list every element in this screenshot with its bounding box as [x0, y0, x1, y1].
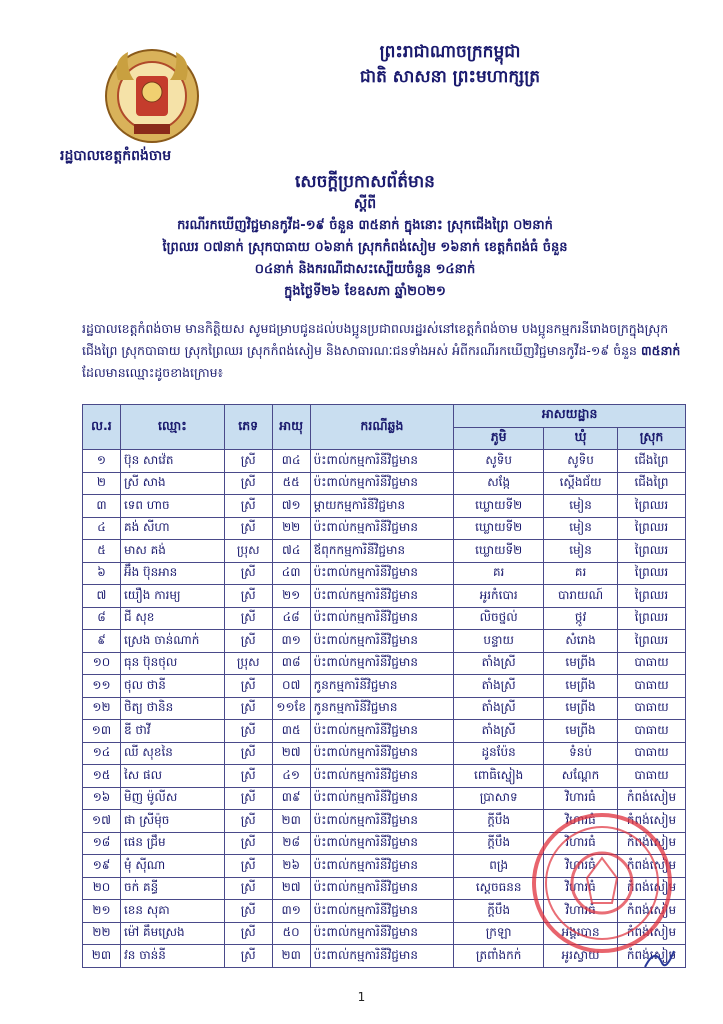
cell-case: ប៉ះពាល់កម្មការិនីវិជ្ជមាន — [310, 810, 454, 833]
cell-case: ប៉ះពាល់កម្មការិនីវិជ្ជមាន — [310, 832, 454, 855]
kingdom-name: ព្រះរាជាណាចក្រកម្ពុជា — [379, 42, 521, 62]
col-header-name: ឈ្មោះ — [120, 405, 224, 450]
cell-sex: ស្រី — [224, 517, 272, 540]
table-row — [83, 697, 686, 720]
cell-case: ប៉ះពាល់កម្មការិនីវិជ្ជមាន — [310, 855, 454, 878]
cell-case: ប៉ះពាល់កម្មការិនីវិជ្ជមាន — [310, 585, 454, 608]
cell-no: ៥ — [83, 540, 121, 563]
cell-sex: ស្រី — [224, 787, 272, 810]
cell-no: ១៨ — [83, 832, 121, 855]
intro-text-1: រដ្ឋបាលខេត្តកំពង់ចាម មានកិត្តិយស សូមជម្រាបជូនដល់បងប្អូនប្រជាពលរដ្ឋរស់នៅខេត្តកំពង់ចាម បងប្អូនកម្មករនីរោងចក្រក្នុងស្រុកជើងព្រៃ ស្រុកបាធាយ ស្រុកព្រៃឈរ ស្រុកកំពង់សៀម និងសាធារណៈជនទាំងអស់ អំពីករណីរកឃើញវិជ្ជមានកូវីដ-១៩ ចំនួន — [82, 321, 669, 358]
cell-no: ៣ — [83, 495, 121, 518]
cell-commune: អង្គរបាន — [544, 922, 618, 945]
cell-village: តាំងស្រី — [454, 652, 544, 675]
cell-commune: មេព្រីង — [544, 652, 618, 675]
cell-age: ២២ — [272, 517, 310, 540]
cell-sex: ស្រី — [224, 495, 272, 518]
cell-commune: វិហារធំ — [544, 900, 618, 923]
cell-district: បាធាយ — [618, 742, 686, 765]
cell-no: ៧ — [83, 585, 121, 608]
cell-sex: ស្រី — [224, 945, 272, 968]
cell-district: បាធាយ — [618, 697, 686, 720]
cell-name: មុំ ស៊ីណា — [120, 855, 224, 878]
cell-case: ប៉ះពាល់កម្មការិនីវិជ្ជមាន — [310, 607, 454, 630]
table-row — [83, 630, 686, 653]
cell-commune: មេព្រីង — [544, 697, 618, 720]
cell-name: អ៊ឹង ប៊ុនអាន — [120, 562, 224, 585]
cell-village: តាំងស្រី — [454, 675, 544, 698]
cell-age: ៤១ — [272, 765, 310, 788]
cell-village: តាំងស្រី — [454, 697, 544, 720]
cell-district: បាធាយ — [618, 720, 686, 743]
cell-no: ១ — [83, 450, 121, 473]
cell-commune: សំរោង — [544, 630, 618, 653]
cell-sex: ស្រី — [224, 630, 272, 653]
cell-no: ១៥ — [83, 765, 121, 788]
cell-no: ១៣ — [83, 720, 121, 743]
cell-no: ១៩ — [83, 855, 121, 878]
cell-commune: វិហារធំ — [544, 855, 618, 878]
cell-sex: ស្រី — [224, 742, 272, 765]
title-line-3: ករណីរកឃើញវិជ្ជមានកូវីដ-១៩ ចំនួន ៣៥នាក់ ក្នុងនោះ ស្រុកជើងព្រៃ ០២នាក់ — [177, 218, 553, 233]
cell-village: ក្ដីបឹង — [454, 810, 544, 833]
cell-age: ៣៤ — [272, 450, 310, 473]
cell-commune: វិហារធំ — [544, 877, 618, 900]
cell-case: ប៉ះពាល់កម្មការិនីវិជ្ជមាន — [310, 787, 454, 810]
cell-sex: ស្រី — [224, 810, 272, 833]
cell-name: វន ចាន់នី — [120, 945, 224, 968]
cell-name: ប៊ុន សាវ៉េត — [120, 450, 224, 473]
cell-village: ក្ដីបឹង — [454, 900, 544, 923]
cell-district: កំពង់សៀម — [618, 945, 686, 968]
cell-no: ២៣ — [83, 945, 121, 968]
cell-commune: មេព្រីង — [544, 675, 618, 698]
table-row — [83, 517, 686, 540]
col-header-sex: ភេទ — [224, 405, 272, 450]
cell-village: តាំងស្រី — [454, 720, 544, 743]
cell-name: សៃ ផល — [120, 765, 224, 788]
cell-case: ប៉ះពាល់កម្មការិនីវិជ្ជមាន — [310, 742, 454, 765]
cell-village: ដូនប៉ែន — [454, 742, 544, 765]
table-row — [83, 765, 686, 788]
intro-paragraph — [82, 318, 682, 384]
cell-district: ព្រៃឈរ — [618, 540, 686, 563]
cell-sex: ស្រី — [224, 855, 272, 878]
cell-no: ១២ — [83, 697, 121, 720]
cell-no: ៦ — [83, 562, 121, 585]
cell-sex: ស្រី — [224, 697, 272, 720]
cell-commune: អូរស្វាយ — [544, 945, 618, 968]
title-line-5: ០៤នាក់ និងករណីជាសះស្បើយចំនួន ១៤នាក់ — [254, 262, 476, 277]
signature-mark-icon — [640, 945, 680, 975]
cell-no: ១១ — [83, 675, 121, 698]
cell-sex: ស្រី — [224, 585, 272, 608]
cell-commune: គរ — [544, 562, 618, 585]
cell-name: ស្រេង ចាន់ណាក់ — [120, 630, 224, 653]
col-header-age: អាយុ — [272, 405, 310, 450]
cell-name: ថុល ថានី — [120, 675, 224, 698]
cell-name: ធុន ប៊ុនថុល — [120, 652, 224, 675]
cell-sex: ស្រី — [224, 450, 272, 473]
cell-commune: សណ្ដែក — [544, 765, 618, 788]
cell-name: ខេន សុគា — [120, 900, 224, 923]
cell-district: កំពង់សៀម — [618, 832, 686, 855]
table-row — [83, 562, 686, 585]
cell-village: លិចថ្នល់ — [454, 607, 544, 630]
cell-no: ១៤ — [83, 742, 121, 765]
cell-district: ព្រៃឈរ — [618, 562, 686, 585]
cell-name: ថិត្យ ថានិន — [120, 697, 224, 720]
cell-age: ៣៨ — [272, 652, 310, 675]
cell-case: ប៉ះពាល់កម្មការិនីវិជ្ជមាន — [310, 652, 454, 675]
cell-case: ប៉ះពាល់កម្មការិនីវិជ្ជមាន — [310, 450, 454, 473]
col-header-commune: ឃុំ — [544, 427, 618, 450]
cell-commune: សូទិប — [544, 450, 618, 473]
cell-no: ៩ — [83, 630, 121, 653]
cell-name: ម៉ៅ គឹមស្រេង — [120, 922, 224, 945]
cell-case: ប៉ះពាល់កម្មការិនីវិជ្ជមាន — [310, 517, 454, 540]
cell-commune: មេព្រីង — [544, 720, 618, 743]
cell-case: កូនកម្មការិនីវិជ្ជមាន — [310, 697, 454, 720]
cell-age: ៥០ — [272, 922, 310, 945]
cell-district: កំពង់សៀម — [618, 810, 686, 833]
cell-case: ប៉ះពាល់កម្មការិនីវិជ្ជមាន — [310, 472, 454, 495]
table-row — [83, 652, 686, 675]
cell-commune: មៀន — [544, 517, 618, 540]
cell-age: ៣៥ — [272, 720, 310, 743]
cell-village: ប្រាសាទ — [454, 787, 544, 810]
cell-name: ស្រី សាង — [120, 472, 224, 495]
cell-age: ១១ខែ — [272, 697, 310, 720]
cell-name: ទេព ហាច — [120, 495, 224, 518]
cell-sex: ស្រី — [224, 675, 272, 698]
cell-case: កូនកម្មការិនីវិជ្ជមាន — [310, 675, 454, 698]
cell-age: ៧៤ — [272, 540, 310, 563]
cell-case: ម្ដាយកម្មការិនីវិជ្ជមាន — [310, 495, 454, 518]
cell-age: ៤៨ — [272, 607, 310, 630]
cell-name: ជី សុខ — [120, 607, 224, 630]
cell-no: ២១ — [83, 900, 121, 923]
cell-village: ឃ្លោយទី២ — [454, 540, 544, 563]
table-row — [83, 675, 686, 698]
table-row — [83, 787, 686, 810]
cell-commune: មៀន — [544, 540, 618, 563]
cell-district: បាធាយ — [618, 652, 686, 675]
cell-name: មិញ ម៉ូលីស — [120, 787, 224, 810]
title-line-1: សេចក្តីប្រកាសព័ត៌មាន — [295, 172, 435, 192]
official-stamp-icon — [527, 808, 677, 958]
cell-village: ពង្រ — [454, 855, 544, 878]
kingdom-header — [230, 40, 670, 90]
table-row — [83, 540, 686, 563]
cell-name: ចក់ គន្ធី — [120, 877, 224, 900]
cell-sex: ស្រី — [224, 877, 272, 900]
cell-no: ៨ — [83, 607, 121, 630]
cell-sex: ប្រុស — [224, 652, 272, 675]
cell-sex: ស្រី — [224, 765, 272, 788]
cell-sex: ស្រី — [224, 720, 272, 743]
cell-sex: ស្រី — [224, 607, 272, 630]
table-row — [83, 472, 686, 495]
cell-age: ០៧ — [272, 675, 310, 698]
cell-case: ប៉ះពាល់កម្មការិនីវិជ្ជមាន — [310, 630, 454, 653]
cell-district: ជើងព្រៃ — [618, 450, 686, 473]
table-row — [83, 450, 686, 473]
cell-no: ១៦ — [83, 787, 121, 810]
cell-village: បន្ទាយ — [454, 630, 544, 653]
cell-commune: ថ្កូវ — [544, 607, 618, 630]
document-title — [60, 170, 670, 303]
cell-district: ជើងព្រៃ — [618, 472, 686, 495]
cell-village: ត្រពាំងកក់ — [454, 945, 544, 968]
cell-age: ២៨ — [272, 832, 310, 855]
cell-name: ផា ស្រីម៉ុច — [120, 810, 224, 833]
cell-name: ផេន ជ្រឹម — [120, 832, 224, 855]
cell-age: ៣១ — [272, 630, 310, 653]
cell-district: ព្រៃឈរ — [618, 585, 686, 608]
cell-commune: មៀន — [544, 495, 618, 518]
cell-village: ឃ្លោយទី២ — [454, 517, 544, 540]
cell-case: ប៉ះពាល់កម្មការិនីវិជ្ជមាន — [310, 900, 454, 923]
cell-village: ក្ដីបឹង — [454, 832, 544, 855]
cell-district: កំពង់សៀម — [618, 855, 686, 878]
table-header-row — [83, 405, 686, 428]
cell-commune: ទំនប់ — [544, 742, 618, 765]
cell-district: បាធាយ — [618, 675, 686, 698]
cell-commune: វិហារធំ — [544, 787, 618, 810]
cell-district: ព្រៃឈរ — [618, 495, 686, 518]
col-header-case: ករណីឆ្លង — [310, 405, 454, 450]
cell-name: មាស គង់ — [120, 540, 224, 563]
cell-age: ៤៣ — [272, 562, 310, 585]
cell-sex: ស្រី — [224, 472, 272, 495]
cell-village: សង្កែ — [454, 472, 544, 495]
table-row — [83, 495, 686, 518]
intro-text-2: ដែលមានឈ្មោះដូចខាងក្រោម៖ — [82, 365, 224, 380]
cell-age: ២១ — [272, 585, 310, 608]
cell-name: ឌី ថាវី — [120, 720, 224, 743]
cell-no: ១៧ — [83, 810, 121, 833]
cell-case: ប៉ះពាល់កម្មការិនីវិជ្ជមាន — [310, 945, 454, 968]
cell-sex: ប្រុស — [224, 540, 272, 563]
cell-commune: ស្តើងជ័យ — [544, 472, 618, 495]
cell-village: អូរកំបោរ — [454, 585, 544, 608]
cell-village: គរ — [454, 562, 544, 585]
col-header-district: ស្រុក — [618, 427, 686, 450]
cell-village: ស្ដេចធនន — [454, 877, 544, 900]
cell-name: ឈី សុខនៃ — [120, 742, 224, 765]
col-header-address: អាសយដ្ឋាន — [454, 405, 686, 428]
cell-district: ព្រៃឈរ — [618, 517, 686, 540]
cell-village: ឃ្លោយទី២ — [454, 495, 544, 518]
title-line-6: ក្នុងថ្ងៃទី២៦ ខែឧសភា ឆ្នាំ២០២១ — [284, 284, 446, 299]
cell-commune: បារាយណ៍ — [544, 585, 618, 608]
cell-age: ៥៥ — [272, 472, 310, 495]
cell-village: ក្រឡា — [454, 922, 544, 945]
cell-age: ២៣ — [272, 945, 310, 968]
col-header-village: ភូមិ — [454, 427, 544, 450]
cell-case: ប៉ះពាល់កម្មការិនីវិជ្ជមាន — [310, 922, 454, 945]
cell-age: ៣១ — [272, 900, 310, 923]
cell-district: កំពង់សៀម — [618, 787, 686, 810]
table-row — [83, 742, 686, 765]
cell-no: ២២ — [83, 922, 121, 945]
cell-sex: ស្រី — [224, 832, 272, 855]
cell-age: ២៣ — [272, 810, 310, 833]
national-motto: ជាតិ សាសនា ព្រះមហាក្សត្រ — [359, 67, 541, 87]
cell-district: កំពង់សៀម — [618, 922, 686, 945]
title-line-2: ស្តីពី — [353, 196, 377, 212]
cell-village: ពោធិស្នៀង — [454, 765, 544, 788]
col-header-no: ល.រ — [83, 405, 121, 450]
cell-sex: ស្រី — [224, 900, 272, 923]
table-row — [83, 585, 686, 608]
cell-age: ៧១ — [272, 495, 310, 518]
cell-village: សូទិប — [454, 450, 544, 473]
page-number: 1 — [357, 990, 366, 1004]
cell-sex: ស្រី — [224, 922, 272, 945]
cell-no: ៤ — [83, 517, 121, 540]
cell-sex: ស្រី — [224, 562, 272, 585]
title-line-4: ព្រៃឈរ ០៧នាក់ ស្រុកបាធាយ ០៦នាក់ ស្រុកកំពង់សៀម ១៦នាក់ ខេត្តកំពង់ធំ ចំនួន — [162, 240, 568, 255]
cell-district: បាធាយ — [618, 765, 686, 788]
cell-age: ២៦ — [272, 855, 310, 878]
cell-no: ២០ — [83, 877, 121, 900]
cell-commune: វិហារធំ — [544, 810, 618, 833]
table-row — [83, 720, 686, 743]
cell-case: ប៉ះពាល់កម្មការិនីវិជ្ជមាន — [310, 765, 454, 788]
cell-commune: វិហារធំ — [544, 832, 618, 855]
intro-bold-count: ៣៥នាក់ — [640, 343, 681, 358]
cell-no: ២ — [83, 472, 121, 495]
cell-age: ២៧ — [272, 742, 310, 765]
cell-no: ១០ — [83, 652, 121, 675]
cell-district: កំពង់សៀម — [618, 900, 686, 923]
table-row — [83, 607, 686, 630]
cell-district: កំពង់សៀម — [618, 877, 686, 900]
cell-case: ប៉ះពាល់កម្មការិនីវិជ្ជមាន — [310, 877, 454, 900]
cell-name: គង់ សីហា — [120, 517, 224, 540]
issuing-authority: រដ្ឋបាលខេត្តកំពង់ចាម — [60, 148, 172, 164]
cell-age: ៣៩ — [272, 787, 310, 810]
cell-name: យឿង ការម្យ — [120, 585, 224, 608]
cell-district: ព្រៃឈរ — [618, 607, 686, 630]
cell-case: ប៉ះពាល់កម្មការិនីវិជ្ជមាន — [310, 562, 454, 585]
cell-case: ប៉ះពាល់កម្មការិនីវិជ្ជមាន — [310, 720, 454, 743]
cell-age: ២៧ — [272, 877, 310, 900]
ministry-emblem-icon — [98, 40, 206, 148]
cell-district: ព្រៃឈរ — [618, 630, 686, 653]
cell-case: ឪពុកកម្មការិនីវិជ្ជមាន — [310, 540, 454, 563]
